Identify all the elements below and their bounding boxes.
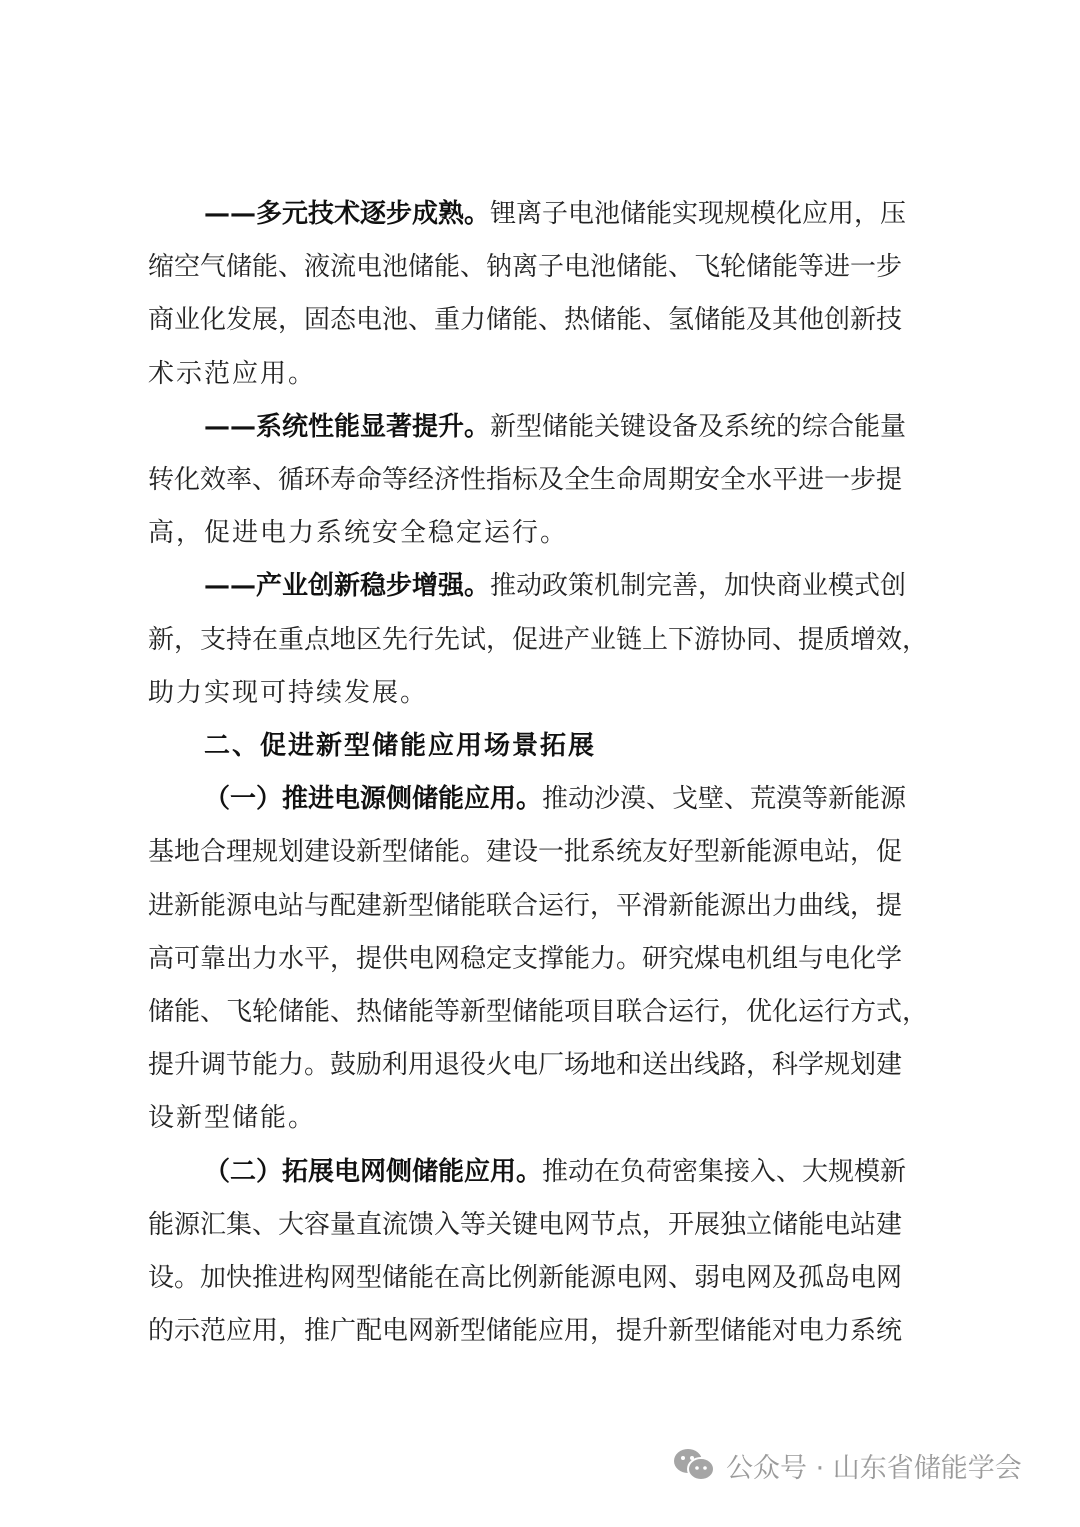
text-line [148,513,932,553]
text-line [148,886,932,926]
line-text: 提升调节能力。鼓励利用退役火电厂场地和送出线路，科学规划建 [148,1050,903,1081]
text-line [148,1311,932,1351]
line-text: 术示范应用。 [148,358,317,389]
line-text: 转化效率、循环寿命等经济性指标及全生命周期安全水平进一步提 [148,465,903,495]
text-line [204,566,932,606]
text-line [204,407,932,447]
line-text: 高可靠出力水平，提供电网稳定支撑能力。研究煤电机组与电化学 [148,943,903,974]
wechat-icon [672,1447,716,1483]
heading-text: 二、促进新型储能应用场景拓展 [204,731,597,761]
paragraph-lead: （二）拓展电网侧储能应用。 [204,1156,543,1187]
watermark [672,1445,1022,1485]
line-text: 推动在负荷密集接入、大规模新 [542,1156,907,1187]
text-line [148,247,932,287]
watermark-label: 公众号 · 山东省储能学会 [726,1452,1022,1484]
line-text: 推动政策机制完善，加快商业模式创 [490,571,907,602]
text-line [148,673,932,713]
text-line [204,779,932,819]
line-text: 设。加快推进构网型储能在高比例新能源电网、弱电网及孤岛电网 [148,1263,903,1293]
text-line [148,1205,932,1245]
text-line [148,1098,932,1138]
line-text: 推动沙漠、戈壁、荒漠等新能源 [542,784,907,815]
line-text: 的示范应用，推广配电网新型储能应用，提升新型储能对电力系统 [148,1316,903,1347]
section-heading [204,726,932,766]
text-line [204,194,932,234]
line-text: 高，促进电力系统安全稳定运行。 [148,518,569,549]
text-line [148,620,932,660]
text-line [204,1152,932,1192]
text-line [148,939,932,979]
text-line [148,832,932,872]
line-text: 进新能源电站与配建新型储能联合运行，平滑新能源出力曲线，提 [148,890,903,921]
line-text: 设新型储能。 [148,1103,317,1134]
text-line [148,354,932,394]
line-text: 缩空气储能、液流电池储能、钠离子电池储能、飞轮储能等进一步 [148,252,903,283]
text-line [148,992,932,1032]
paragraph-lead: ——系统性能显著提升。 [204,411,491,442]
text-line [148,460,932,500]
paragraph-lead: ——产业创新稳步增强。 [204,571,491,602]
line-text: 基地合理规划建设新型储能。建设一批系统友好型新能源电站，促 [148,837,903,868]
text-line [148,1258,932,1298]
paragraph-lead: （一）推进电源侧储能应用。 [204,784,543,815]
line-text: 储能、飞轮储能、热储能等新型储能项目联合运行，优化运行方式， [148,997,929,1027]
text-line [148,300,932,340]
line-text: 新，支持在重点地区先行先试，促进产业链上下游协同、提质增效， [148,624,929,655]
line-text: 能源汇集、大容量直流馈入等关键电网节点，开展独立储能电站建 [148,1209,903,1240]
line-text: 商业化发展，固态电池、重力储能、热储能、氢储能及其他创新技 [148,305,903,336]
paragraph-lead: ——多元技术逐步成熟。 [204,199,491,229]
line-text: 锂离子电池储能实现规模化应用，压 [490,199,907,229]
text-line [148,1045,932,1085]
line-text: 助力实现可持续发展。 [148,677,429,708]
line-text: 新型储能关键设备及系统的综合能量 [490,411,907,442]
